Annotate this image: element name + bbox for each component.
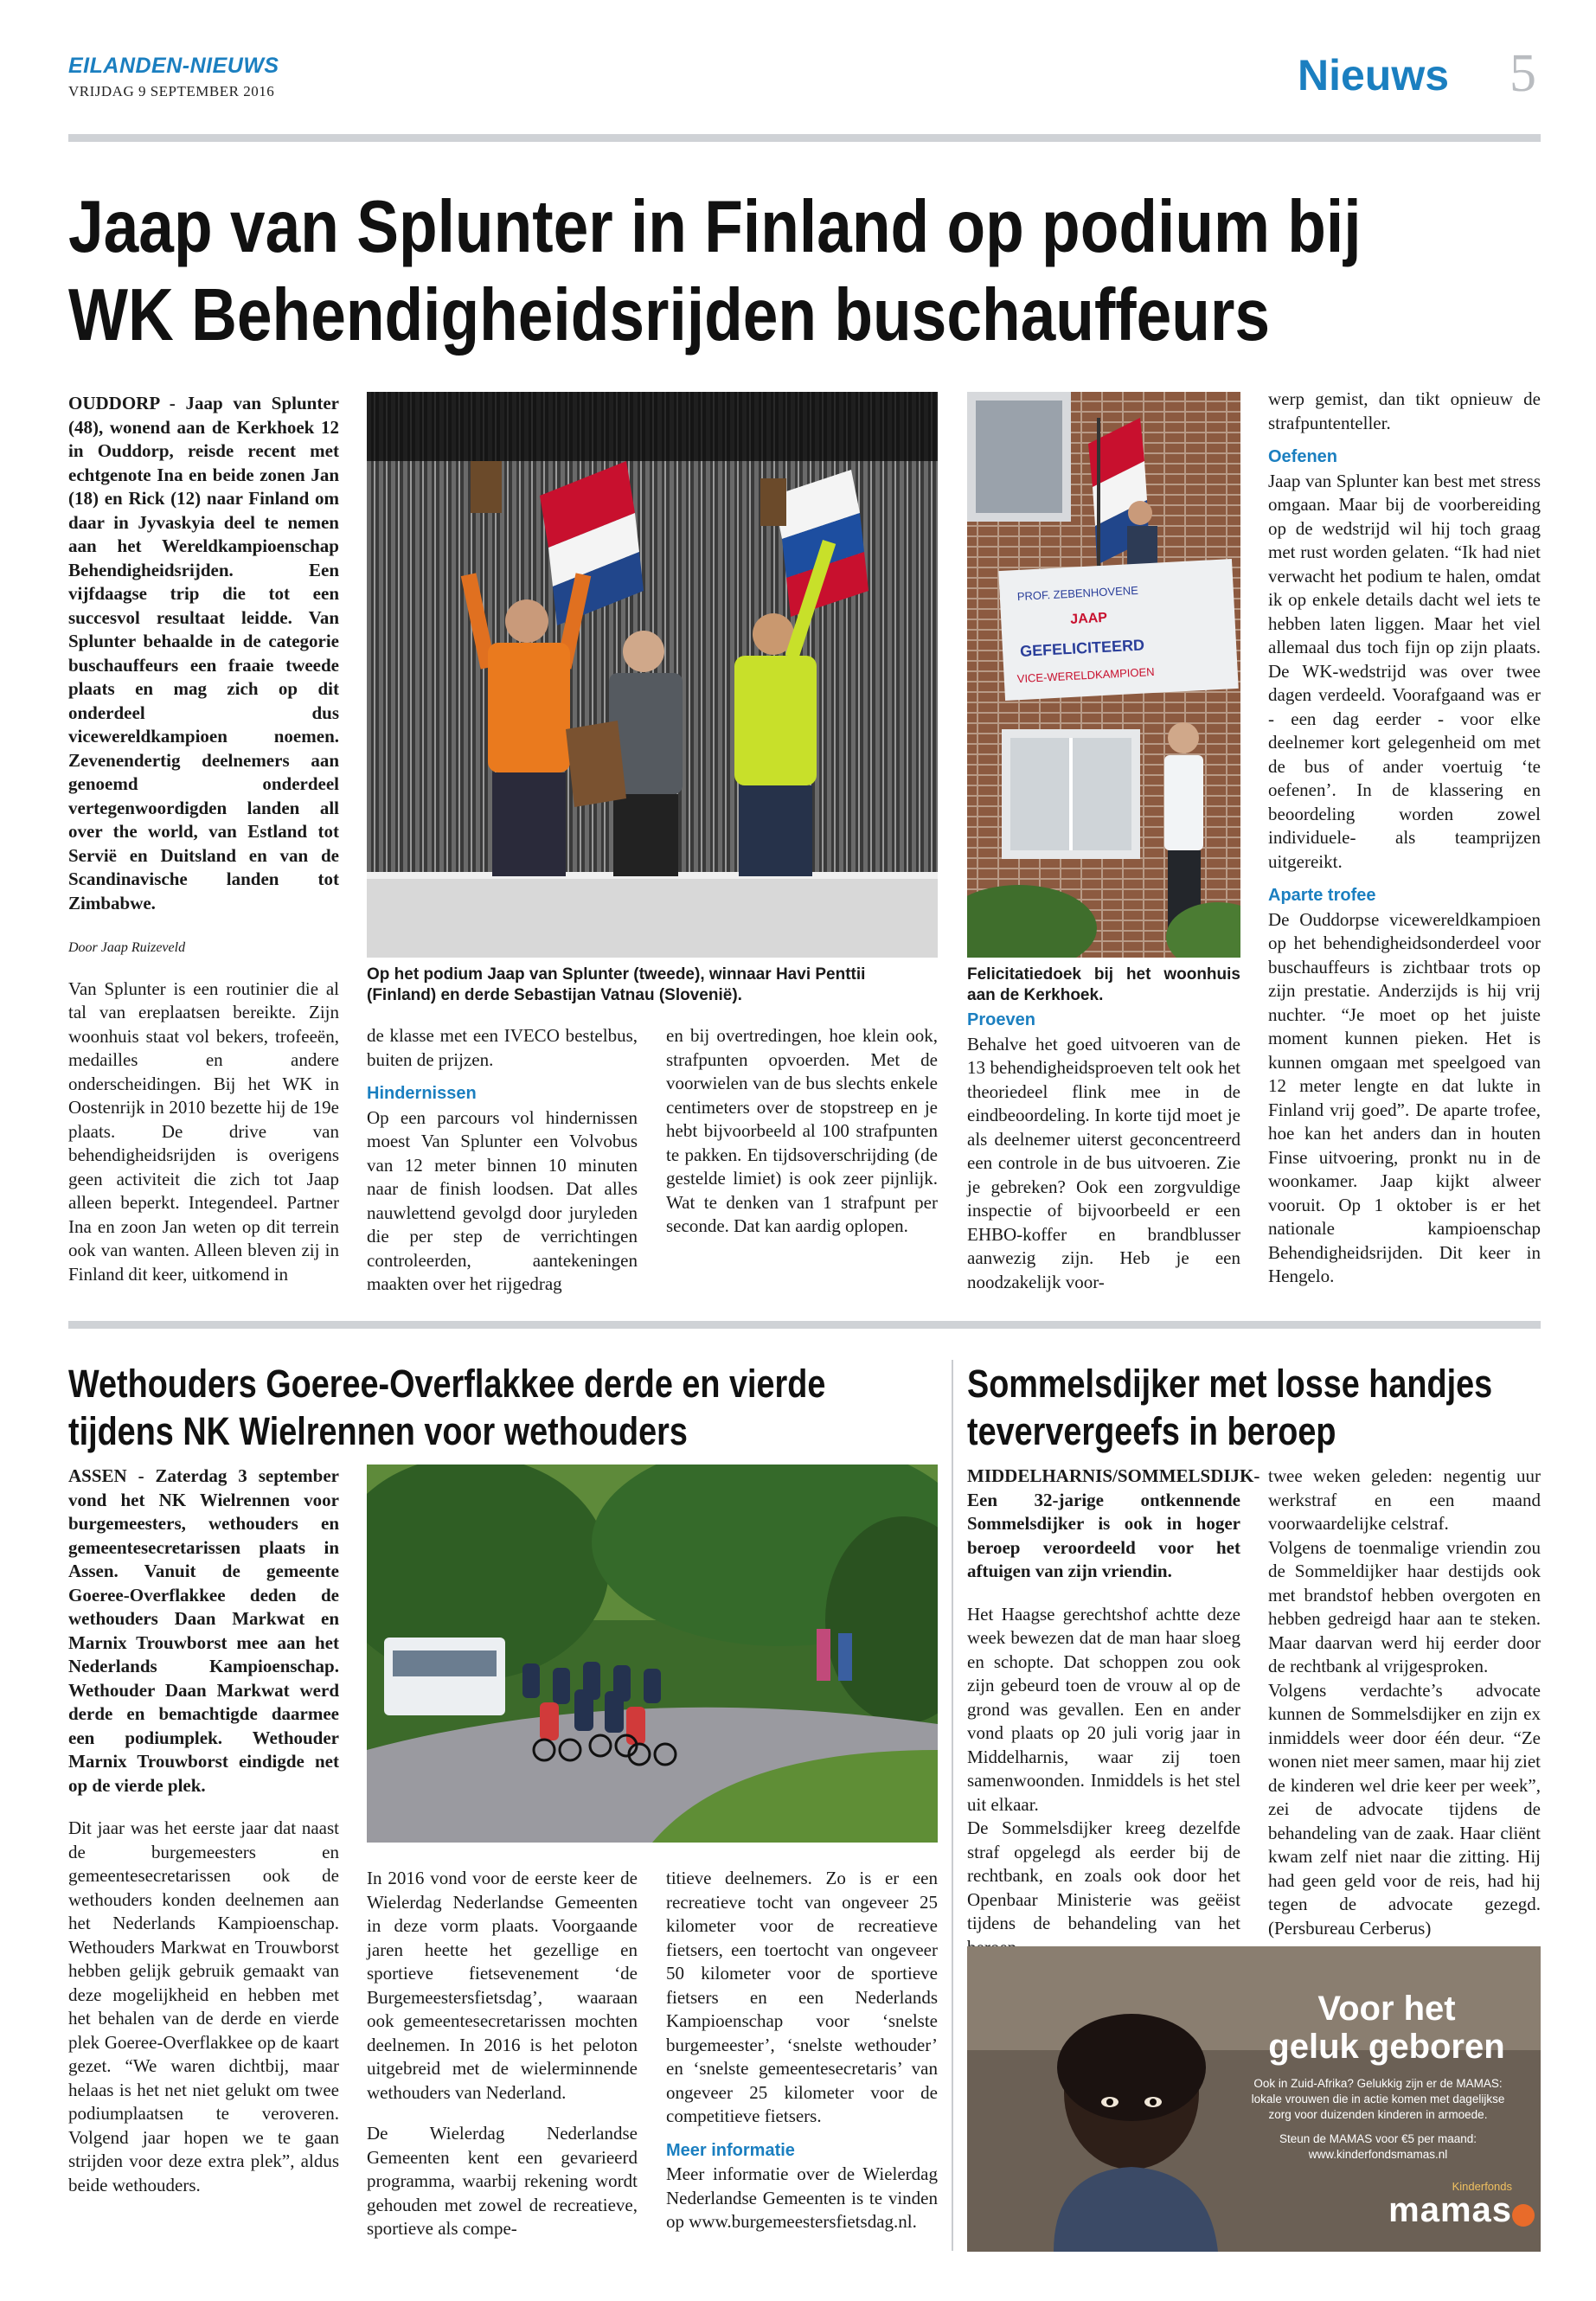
article1-col1-body: Van Splunter is een routinier die al tal van ereplaatsen bereikte. Zijn woonhuis staat vol bekers, trofeeën, medailles en andere onderscheidingen. Bij het WK in Oostenrijk in 2010 bezette hij de 19e plaats. De drive van behendigheidsrijden is overigens geen activiteit die zich tot Jaap alleen beperkt. Integendeel. Partner Ina en zoon Jan weten op dit terrein ook van wanten. Alleen bleven zij in Finland dit keer, uitkomend in [68,977,339,1285]
article1-col5-body-a: werp gemist, dan tikt opnieuw de strafpuntenteller. [1268,388,1541,433]
article2-col2-body-a: In 2016 vond voor de eerste keer de Wielerdag Nederlandse Gemeenten in deze vorm plaats. Voorgaande jaren heette het gezellige en sportieve fietsevenement ‘de Burgemeestersfietsdag’, waaraan ook gemeentesecretarissen mochten deelnemen. In 2016 is het peloton uitgebreid met de wielerminnende wethouders van Nederland. [367,1868,638,2103]
ad-text-4: Steun de MAMAS voor €5 per maand: [1279,2132,1477,2145]
article1-lead: OUDDORP - Jaap van Splunter (48), wonend aan de Kerkhoek 12 in Ouddorp, reisde recent met echtgenote Ina en beide zonen Jan (18) en Rick (12) naar Finland om daar in Jyvaskyia deel te nemen aan het Wereldkampioenschap Behendigheidsrijden. Een vijfdaagse trip die tot een succesvol resultaat leidde. Van Splunter behaalde in de categorie buschauffeurs een fraaie tweede plaats en mag zich op dit onderdeel dus vicewereldkampioen noemen. Zevenendertig deelnemers aan genoemd onderdeel vertegenwoordigden landen all over the world, van Estland tot Servië en Duitsland en van de Scandinavische landen tot Zimbabwe. [68,393,339,913]
ad-body [1227,2076,1529,2163]
subhead-hindernissen: Hindernissen [367,1084,477,1103]
article3-col2-body: twee weken geleden: negentig uur werkstraf en een maand voorwaardelijke celstraf. [1268,1465,1541,1534]
article-divider [68,1321,1541,1329]
article3-headline-line-2: teververgeefs in beroep [967,1409,1336,1453]
article1-headline [68,183,1362,360]
byline: Door Jaap Ruizeveld [68,940,186,955]
article1-col2-body-b: Op een parcours vol hindernissen moest Van Splunter een Volvobus van 12 meter binnen 10 minuten naar de finish loodsen. Dat alles nauwlettend gevolgd door juryleden die per step de verrichtingen controleerden, aantekeningen maakten over het rijgedrag [367,1106,638,1294]
article2-col3-body-b: Meer informatie over de Wielerdag Nederlandse Gemeenten is te vinden op www.burgemeestersfietsdag.nl. [666,2163,938,2232]
article3-col1-body-b: De Sommelsdijker kreeg dezelfde straf opgelegd als eerder bij de rechtbank, en zoals ook door het Openbaar Ministerie was geëist tijdens de behandeling van het [967,1817,1240,1933]
logo-small-text: Kinderfonds [1452,2180,1512,2193]
article1-column-5 [1268,388,1541,1289]
article3-col2-body-b: Volgens de toenmalige vriendin zou de Sommeldijker haar destijds ook met brandstof hebben overgoten en hebben gedreigd haar aan te steken. Maar daarvan werd hij eerder door de rechtbank al vrijgesproken. [1268,1536,1541,1676]
article2-lead: ASSEN - Zaterdag 3 september vond het NK Wielrennen voor burgemeesters, wethouders en gemeentesecretarissen plaats in Assen. Vanuit de gemeente Goeree-Overflakkee deden de wethouders Daan Markwat en Marnix Trouwborst mee aan het Nederlands Kampioenschap. Wethouder Daan Markwat werd derde en bemachtigde daarmee een podiumplek. Wethouder Marnix Trouwborst eindigde net op de vierde plek. [68,1465,339,1796]
ad-title-line-2: geluk geboren [1268,2028,1505,2066]
subhead-oefenen: Oefenen [1268,447,1338,466]
subhead-aparte-trofee: Aparte trofee [1268,886,1376,905]
mamas-logo-icon [1512,2204,1535,2227]
article3-lead: MIDDELHARNIS/SOMMELSDIJK- Een 32-jarige ontkennende Sommelsdijker is ook in hoger beroep veroordeeld voor het aftuigen van zijn vriendin. [967,1465,1260,1581]
article2-headline-line-2: tijdens NK Wielrennen voor wethouders [68,1409,688,1453]
article3-col2-body-c: Volgens verdachte’s advocate kunnen de Sommelsdijker en zijn ex inmiddels weer door één deur. “Ze wonen niet meer samen, maar hij ziet de kinderen wel drie keer per week”, zei de advocate tijdens de behandeling van de zaak. Haar cliënt kwam zelf niet naar die zitting. Hij had geen geld voor de reis, had hij tegen de advocate gezegd. (Persbureau Cerberus) [1268,1679,1541,1939]
article1-col2-body-a: de klasse met een IVECO bestelbus, buiten de prijzen. [367,1025,638,1070]
ad-title-line-1: Voor het [1317,1990,1456,2028]
article2-col1-body: Dit jaar was het eerste jaar dat naast de burgemeesters en gemeentesecretarissen ook de wethouders konden deelnemen aan het Nederlands Kampioenschap. Wethouders Markwat en Trouwborst hebben gelijk gebruik gemaakt van deze mogelijkheid en hebben met het behalen van de derde en vierde plek Goeree-Overflakkee op de kaart gezet. “We waren dichtbij, maar helaas is het net niet gelukt om twee podiumplaatsen te veroveren. Volgend jaar hopen we te gaan strijden voor deze extra plek”, aldus beide wethouders. [68,1817,339,2195]
logo-big-text: mamas [1388,2191,1512,2229]
article2-col2-body-b: De Wielerdag Nederlandse Gemeenten kent een gevarieerd programma, waarbij rekening wordt gehouden met zowel de recreatieve, sportieve als compe- [367,2123,638,2239]
article1-column-4 [967,1009,1240,1294]
ad-text-3: zorg voor duizenden kinderen in armoede. [1268,2108,1488,2121]
article3-headline-line-1: Sommelsdijker met losse handjes [967,1362,1493,1406]
subhead-meer-informatie: Meer informatie [666,2140,795,2160]
article3-column-2 [1268,1465,1541,1940]
article2-column-2 [367,1867,638,2241]
article2-headline-line-1: Wethouders Goeree-Overflakkee derde en vierde [68,1362,826,1406]
article1-col4-body: Behalve het goed uitvoeren van de 13 behendigheidsproeven telt ook het theoriedeel flink mee in de eindbeoordeling. In korte tijd moet je als deelnemer uiterst geconcentreerd een controle in de bus uitvoeren. Zie je gebreken? Ook een zorgvuldige inspectie of bijvoorbeeld er een EHBO-koffer en brandblusser aanwezig zijn. Heb je een noodzakelijk voor- [967,1033,1240,1292]
banner-text-3: GEFELICITEERD [1019,636,1145,660]
subhead-proeven: Proeven [967,1010,1035,1029]
article3-headline [967,1360,1492,1455]
headline-line-1: Jaap van Splunter in Finland op podium bij [68,186,1362,268]
cycling-photo [367,1465,938,1843]
article2-headline [68,1360,825,1455]
banner-text-4: VICE-WERELDKAMPIOEN [1016,664,1155,686]
podium-photo-caption: Op het podium Jaap van Splunter (tweede), winnaar Havi Penttii (Finland) en derde Sebastijan Vatnau (Slovenië). [367,965,866,1004]
article1-col3-body: en bij overtredingen, hoe klein ook, strafpunten opvoerden. Met de voorwielen van de bus slechts enkele centimeters over de stopstreep en je hebt bijvoorbeeld al 100 strafpunten te pakken. En tijdsoverschrijding (de gestelde limiet) is ook zeer pijnlijk. Wat te denken van 1 strafpunt per seconde. Dat kan aardig oplopen. [666,1025,938,1236]
ad-text-2: lokale vrouwen die in actie komen met dagelijkse [1251,2093,1505,2106]
mamas-advertisement[interactable] [967,1946,1541,2252]
column-separator [952,1360,953,2251]
mamas-logo [1322,2180,1512,2227]
ad-text-1: Ook in Zuid-Afrika? Gelukkig zijn er de MAMAS: [1253,2077,1503,2090]
article3-col1-body: Het Haagse gerechtshof achtte deze week bewezen dat de man haar sloeg en schopte. Dat schoppen zou ook zijn gebeurd toen de vrouw al op de grond was gevallen. Een en ander vond plaats op 20 juli vorig jaar in Middelharnis, waar zij toen samenwoonden. Inmiddels is het stel uit elkaar. [967,1603,1240,1815]
article2-column-3 [666,1867,938,2234]
banner-text-1: PROF. ZEBENHOVENE [1016,583,1139,604]
header-rule [68,134,1541,142]
article2-column-1 [68,1465,339,2197]
article1-col5-body-b: Jaap van Splunter kan best met stress omgaan. Maar bij de voorbereiding op de wedstrijd wil hij toch graag met rust worden gelaten. “Ik had niet verwacht het podium te halen, omdat ik op enkele details dacht wel iets te hebben laten liggen. Maar het viel allemaal dus toch fijn op zijn plaats. De WK-wedstrijd was over twee dagen verdeeld. Voorafgaand was er - een dag eerder - voor elke deelnemer kort gelegenheid om met de bus of ander voertuig ‘te oefenen’. In de klassering en beoordeling worden zowel individuele- als teamprijzen uitgereikt. [1268,470,1541,872]
house-photo-caption: Felicitatiedoek bij het woonhuis aan de Kerkhoek. [967,965,1240,1004]
dateline: VRIJDAG 9 SEPTEMBER 2016 [68,83,275,99]
masthead: EILANDEN-NIEUWS [68,54,279,78]
podium-photo [367,392,938,958]
article3-column-1 [967,1465,1260,1959]
article1-column-2 [367,1024,638,1297]
page-number: 5 [1509,44,1536,103]
section-title: Nieuws [1298,51,1450,99]
article1-col5-body-c: De Ouddorpse vicewereldkampioen op het behendigheidsonderdeel voor buschauffeurs is zichtbaar trots op zijn prestatie. Anderzijds is hij vrij nuchter. “Je moet op het juiste moment kunnen pieken. Het is kunnen omgaan met speelgoed van 12 meter lengte en dat lukte in Finland vrij goed”. De aparte trofee, hoe kan het anders dan in houten Finse uitvoering, pronkt nu in de woonkamer. Jaap kijkt alweer vooruit. Op 1 oktober is er het nationale kampioenschap Behendigheidsrijden. Dit keer in Hengelo. [1268,908,1541,1286]
article1-column-3 [666,1024,938,1239]
banner-text-2: JAAP [1069,610,1108,627]
house-photo [967,392,1240,958]
ad-url[interactable]: www.kinderfondsmamas.nl [1308,2148,1448,2161]
headline-line-2: WK Behendigheidsrijden buschauffeurs [68,274,1271,356]
article1-column-1 [68,392,339,1286]
article2-col3-body: titieve deelnemers. Zo is er een recreatieve tocht van ongeveer 25 kilometer voor de recreatieve fietsers, een toertocht van ongeveer 50 kilometer voor de sportieve fietsers en een Nederlands Kampioenschap voor ‘snelste burgemeester’, ‘snelste wethouder’ en ‘snelste gemeentesecretaris’ van ongeveer 25 kilometer voor de competitieve fietsers. [666,1868,938,2126]
ad-title [1244,1990,1529,2066]
